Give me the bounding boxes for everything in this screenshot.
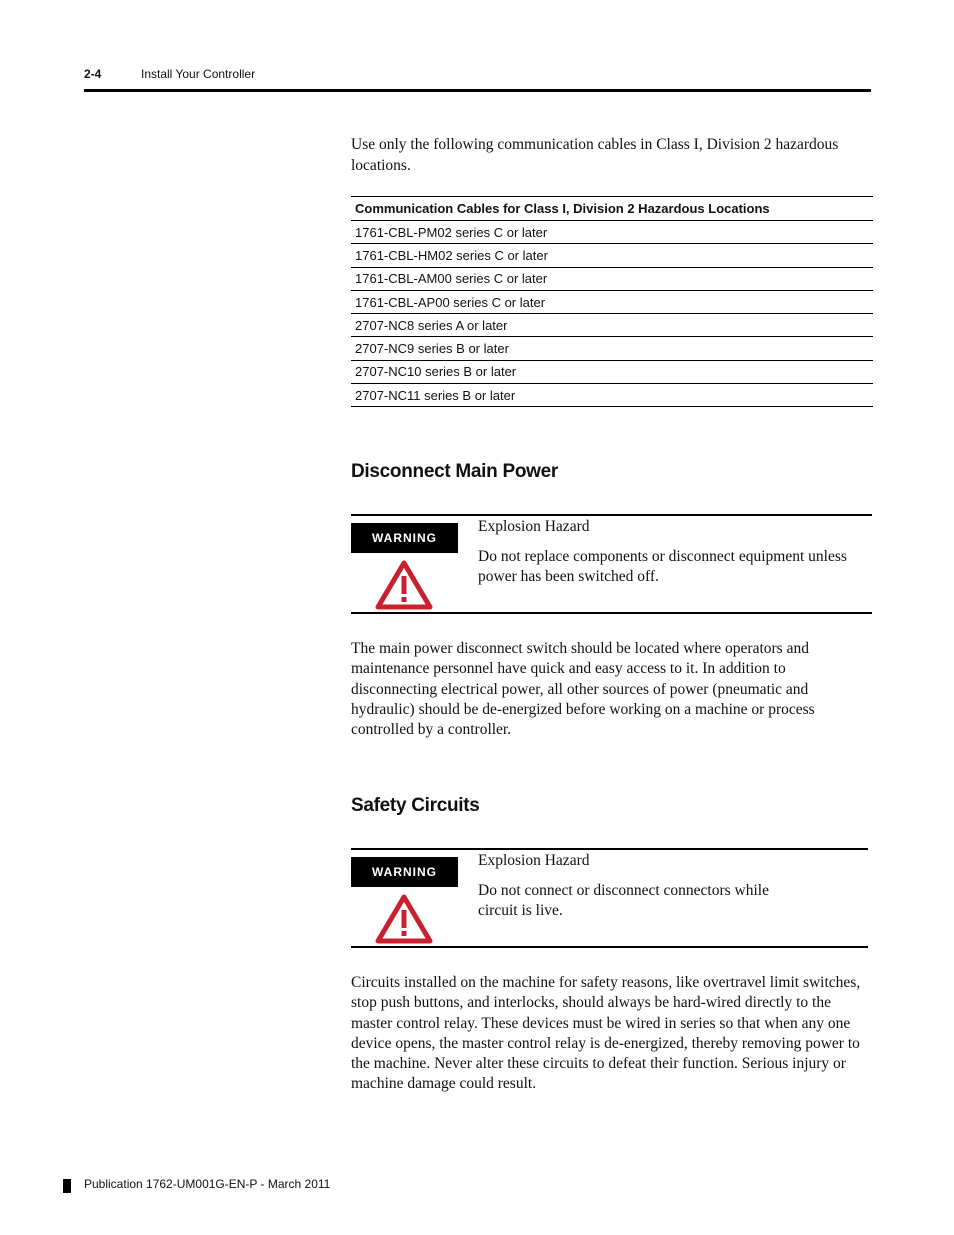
- body-paragraph-safety: Circuits installed on the machine for safety reasons, like overtravel limit switches, stop push buttons, and interlocks, should always be hard-wired directly to the master control relay. These devices must be wired in series so that when any one device opens, the master control relay is de-energized, thereby removing power to the machine. Never alter these circuits to defeat their function. Serious injury or machine damage could result.: [351, 974, 861, 1093]
- table-cell: 1761-CBL-HM02 series C or later: [351, 244, 873, 267]
- footer-marker: [63, 1179, 71, 1193]
- table-cell: 1761-CBL-AP00 series C or later: [351, 290, 873, 313]
- warning-triangle-icon: [375, 894, 433, 944]
- footer-publication: Publication 1762-UM001G-EN-P - March 2011: [84, 1177, 331, 1191]
- table-row: [351, 290, 873, 313]
- page-number: 2-4: [84, 67, 102, 81]
- chapter-title: Install Your Controller: [141, 67, 256, 81]
- header-rule: [84, 89, 871, 92]
- table-row: [351, 267, 873, 290]
- warning-box-safety: [351, 848, 868, 948]
- table-header: Communication Cables for Class I, Division 2 Hazardous Locations: [351, 197, 873, 221]
- warning-title: Explosion Hazard: [478, 518, 590, 535]
- table-row: [351, 384, 873, 407]
- table-row: [351, 337, 873, 360]
- table-cell: 2707-NC10 series B or later: [351, 360, 873, 383]
- body-paragraph-disconnect: The main power disconnect switch should be located where operators and maintenance personnel have quick and easy access to it. In addition to disconnecting electrical power, all other sources of power (pneumatic and hydraulic) should be de-energized before working on a machine or process controlled by a controller.: [351, 640, 815, 739]
- table-cell: 1761-CBL-PM02 series C or later: [351, 221, 873, 244]
- intro-paragraph: Use only the following communication cables in Class I, Division 2 hazardous locations.: [351, 136, 839, 174]
- table-header-row: [351, 197, 873, 221]
- table-row: [351, 221, 873, 244]
- table-row: [351, 244, 873, 267]
- warning-badge: WARNING: [351, 523, 458, 553]
- warning-badge: WARNING: [351, 857, 458, 887]
- warning-text: Do not replace components or disconnect equipment unless power has been switched off.: [478, 548, 847, 585]
- table-cell: 2707-NC8 series A or later: [351, 314, 873, 337]
- warning-title: Explosion Hazard: [478, 852, 590, 869]
- table-cell: 2707-NC11 series B or later: [351, 384, 873, 407]
- warning-triangle-icon: [375, 560, 433, 610]
- table-row: [351, 314, 873, 337]
- table-row: [351, 360, 873, 383]
- table-cell: 2707-NC9 series B or later: [351, 337, 873, 360]
- cable-table: [351, 196, 873, 407]
- section-heading-disconnect: Disconnect Main Power: [351, 461, 558, 482]
- warning-text: Do not connect or disconnect connectors while circuit is live.: [478, 882, 769, 919]
- section-heading-safety: Safety Circuits: [351, 795, 480, 816]
- table-cell: 1761-CBL-AM00 series C or later: [351, 267, 873, 290]
- warning-box-disconnect: [351, 514, 872, 614]
